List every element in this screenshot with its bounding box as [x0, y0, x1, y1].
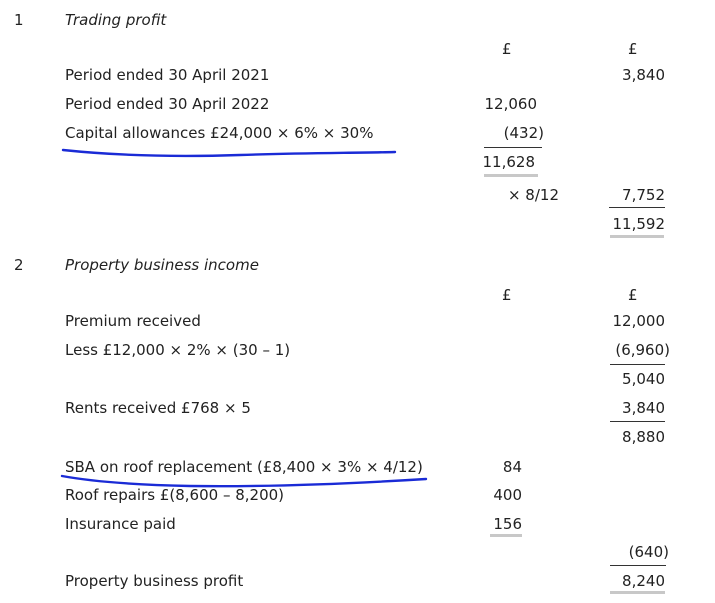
row-label: SBA on roof replacement (£8,400 × 3% × 4/12)	[65, 458, 423, 476]
value: 12,060	[484, 95, 537, 113]
value: (432)	[503, 124, 544, 142]
total-rule	[484, 174, 538, 177]
value: 11,628	[482, 153, 535, 171]
pen-underline	[63, 150, 395, 156]
row-label: Roof repairs £(8,600 – 8,200)	[65, 486, 285, 504]
value: 3,840	[622, 399, 665, 417]
section-number: 1	[14, 11, 24, 29]
row-label: Less £12,000 × 2% × (30 – 1)	[65, 341, 291, 359]
total-rule	[610, 591, 665, 594]
value: 7,752	[622, 186, 665, 204]
pen-underline	[62, 476, 426, 486]
subtotal-rule	[610, 421, 665, 422]
section-title: Property business income	[65, 256, 259, 274]
value: 8,240	[622, 572, 665, 590]
row-label: Rents received £768 × 5	[65, 399, 251, 417]
value: 8,880	[622, 428, 665, 446]
row-label: Period ended 30 April 2021	[65, 66, 270, 84]
section-title: Trading profit	[65, 11, 167, 29]
value: 156	[493, 515, 522, 533]
row-label: Premium received	[65, 312, 201, 330]
subtotal-rule	[610, 565, 666, 566]
subtotal-rule	[484, 147, 542, 148]
value: 400	[493, 486, 522, 504]
value: (6,960)	[615, 341, 670, 359]
value: (640)	[628, 543, 669, 561]
row-label: Period ended 30 April 2022	[65, 95, 270, 113]
value: 11,592	[612, 215, 665, 233]
subtotal-rule	[610, 364, 665, 365]
subtotal-rule	[609, 207, 665, 208]
column-header-1: £	[502, 286, 512, 304]
value: 3,840	[622, 66, 665, 84]
total-rule	[490, 534, 522, 537]
section-number: 2	[14, 256, 24, 274]
row-label: Insurance paid	[65, 515, 176, 533]
column-header-2: £	[628, 40, 638, 58]
column-header-1: £	[502, 40, 512, 58]
total-rule	[610, 235, 664, 238]
value: 5,040	[622, 370, 665, 388]
row-label: Property business profit	[65, 572, 244, 590]
value: 12,000	[612, 312, 665, 330]
column-header-2: £	[628, 286, 638, 304]
value: × 8/12	[507, 186, 559, 204]
row-label: Capital allowances £24,000 × 6% × 30%	[65, 124, 374, 142]
value: 84	[502, 458, 522, 476]
